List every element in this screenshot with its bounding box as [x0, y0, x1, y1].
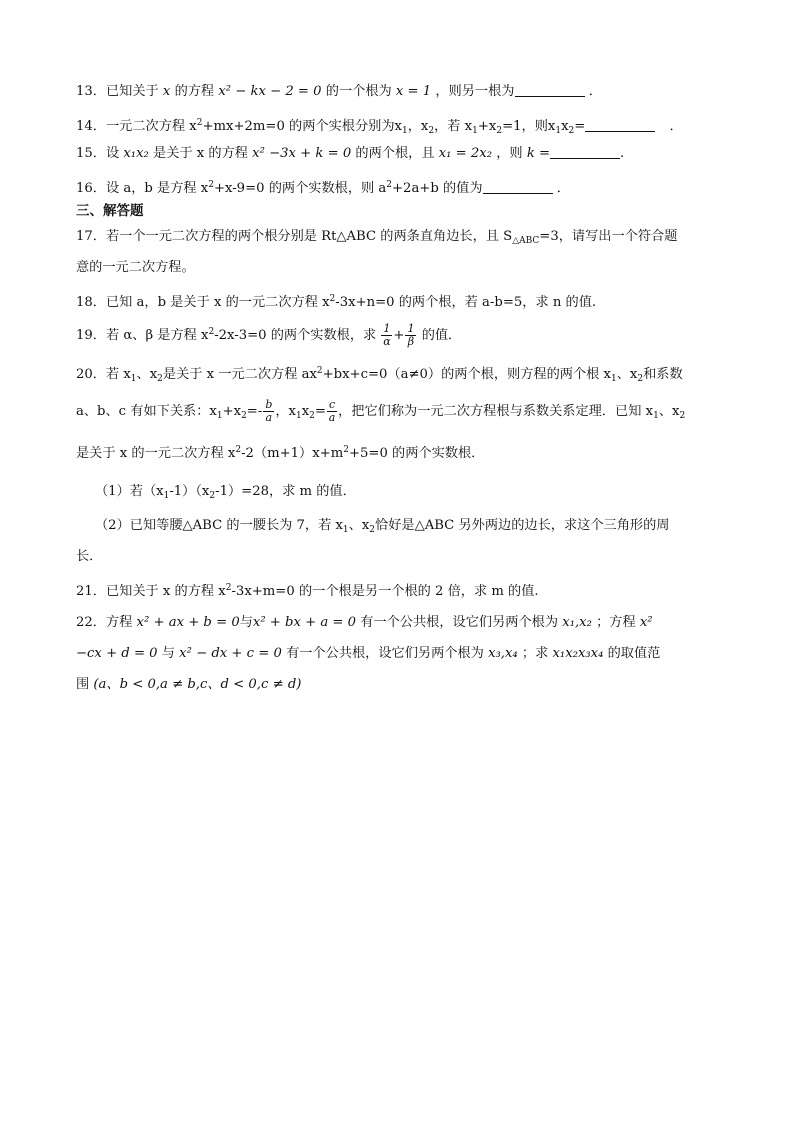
fraction: $\frac{b}{a}$ [265, 398, 273, 424]
question-22-line2: −cx + d = 0 与 x² − dx + c = 0 有一个公共根，设它们另两个根为 x₃,x₄ ；求 x₁x₂x₃x₄ 的取值范 [76, 646, 661, 661]
section-title: 三、解答题 [76, 203, 144, 219]
question-13: 13．已知关于 x 的方程 x² − kx − 2 = 0 的一个根为 x = 1 ，则另一根为 ． [76, 84, 602, 99]
question-19: 19．若 α、β 是方程 $x^2-2x-3=0$ 的两个实数根，求 $\frac{1}{\alpha}$ + $\frac{1}{\beta}$ 的值． [76, 322, 462, 348]
question-17: 17．若一个一元二次方程的两个根分别是 Rt△ABC 的两条直角边长，且 $S_{\triangle ABC}=3$，请写出一个符合题 [76, 229, 678, 246]
question-20-line2: a、b、c 有如下关系：$x_1+x_2=-$ $\frac{b}{a}$ ，$x_1x_2=$ $\frac{c}{a}$ ，把它们称为一元二次方程根与系数关系定理．已知 $x_1$、$x_2$ [76, 398, 686, 424]
fraction: $\frac{c}{a}$ [328, 398, 336, 424]
question-18: 18．已知 a，b 是关于 x 的一元二次方程 $x^2-3x+n=0$ 的两个根，若 a-b=5，求 n 的值. [76, 294, 597, 310]
question-20-part2-cont: 长． [76, 549, 103, 564]
equation: x² −3x + k = 0 [252, 146, 352, 161]
question-20-part1: （1）若$(x_1-1)(x_2-1)=28$，求 m 的值． [95, 484, 356, 501]
answer-blank[interactable] [550, 144, 620, 159]
answer-blank[interactable] [483, 179, 553, 194]
var-x: x [162, 84, 171, 99]
equation: x² − kx − 2 = 0 [218, 84, 322, 99]
answer-blank[interactable] [515, 82, 585, 97]
question-15: 15．设 x₁x₂ 是关于 x 的方程 x² −3x + k = 0 的两个根，且 x₁ = 2x₂ ，则 k = . [76, 146, 625, 161]
fraction: $\frac{1}{\beta}$ [407, 322, 415, 348]
question-16: 16．设 a，b 是方程 $x^2+x-9=0$ 的两个实数根，则 $a^2+2a+b$ 的值为 ． [76, 180, 570, 196]
fraction: $\frac{1}{\alpha}$ [383, 322, 391, 348]
question-20-part2: （2）已知等腰△ABC 的一腰长为 7，若 $x_1$、$x_2$恰好是△ABC 另外两边的边长，求这个三角形的周 [95, 518, 670, 535]
question-22: 22．方程 x² + ax + b = 0与x² + bx + a = 0 有一个公共根，设它们另两个根为 x₁,x₂ ；方程 x² [76, 615, 653, 630]
question-17-cont: 意的一元二次方程。 [76, 260, 195, 275]
question-22-line3: 围 (a、b < 0,a ≠ b,c、d < 0,c ≠ d) [76, 677, 302, 692]
question-21: 21．已知关于 x 的方程 $x^2-3x+m=0$ 的一个根是另一个根的 2 倍，求 m 的值. [76, 583, 539, 599]
answer-blank[interactable] [585, 117, 655, 132]
question-20: 20．若 $x_1$、$x_2$是关于 x 一元二次方程 $ax^2+bx+c=0(a\ne 0)$的两个根，则方程的两个根 $x_1$、$x_2$和系数 [76, 366, 683, 384]
question-20-line3: 是关于 x 的一元二次方程 $x^2-2(m+1)x+m^2+5=0$ 的两个实数根． [76, 445, 485, 461]
question-14: 14．一元二次方程 $x^2+mx+2m=0$ 的两个实根分别为$x_1$，$x_2$，若 $x_1+x_2=1$，则$x_1x_2=$ ． [76, 118, 683, 136]
root: x = 1 [395, 84, 432, 99]
